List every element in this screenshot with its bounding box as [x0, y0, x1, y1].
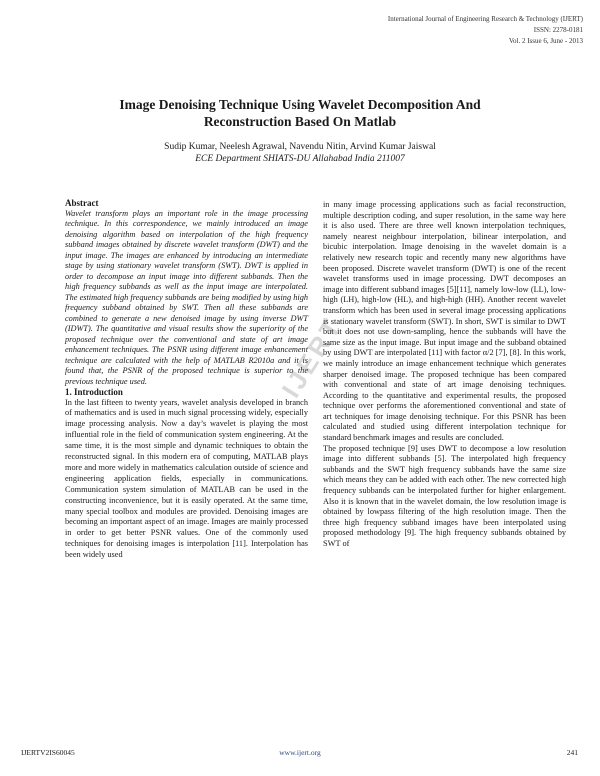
introduction-heading: 1. Introduction [65, 387, 123, 397]
title-line-1: Image Denoising Technique Using Wavelet Decomposition And [119, 97, 481, 112]
abstract-heading: Abstract [65, 198, 99, 208]
paper-title [40, 96, 560, 130]
body-paragraph-1: in many image processing applications such as facial reconstruction, multiple description coding, and super resolution, in the same way here it is also used. There are three well known interpolation techniques, namely nearest neighbour interpolation, bilinear interpolation, and bicubic interpolation. Image denoising in the wavelet domain is a relatively new research topic and recently many new algorithms have been proposed. Discrete wavelet transform (DWT) is one of the recent wavelet transforms used in image processing. DWT decomposes an image into different subband images [5][11], namely low-low (LL), low-high (LH), high-low (HL), and high-high (HH). Another recent wavelet transform which has been used in several image processing applications is stationary wavelet transform (SWT). In short, SWT is similar to DWT but it does not use down-sampling, hence the subbands will have the same size as the input image. But input image and the subband obtained by using DWT are interpolated [11] with factor α/2 [7], [8]. In this work, we mainly introduce an image enhancement technique which generates sharper denoised image. The proposed technique has been compared with conventional and state of art image denoising techniques. According to the quantitative and experimental results, the proposed technique over performs the aforementioned conventional and state of art techniques for image denoising technique. For this PSNR has been calculated and studied using different interpolation technique for standard benchmark images and results are concluded. [323, 200, 566, 443]
left-column [65, 198, 308, 561]
introduction-text: In the last fifteen to twenty years, wavelet analysis developed in branch of mathematics and is used in much signal processing widely, especially image processing analysis. Now a day’s wavelet is playing the most influential role in the field of communication system engineering. At the same time, it is the most simple and dynamic techniques to obtain the reconstructed signal. In this modern era of computing, MATLAB plays more and more widely in mathematics calculation outside of science and engineering application fields, especially in communications. Communication system simulation of MATLAB can be used in the constructing inconvenience, but it is easily operated. At the same time, many special toolbox and modules are provided. Denoising images are becoming an important aspect of an image. Images are mainly processed in order to get better PSNR values. One of the commonly used techniques for denoising images is interpolation [11]. Interpolation has been widely used [65, 397, 308, 560]
author-list: Sudip Kumar, Neelesh Agrawal, Navendu Nitin, Arvind Kumar Jaiswal [164, 142, 436, 152]
journal-header [388, 14, 583, 47]
watermark: IJERT [275, 311, 349, 403]
page-number: 241 [566, 748, 578, 757]
right-column [323, 200, 566, 550]
issn: ISSN: 2278-0181 [533, 26, 583, 34]
body-paragraph-2: The proposed technique [9] uses DWT to decompose a low resolution image into different subbands [5]. The interpolated high frequency subbands and the SWT high frequency subbands have the same size which means they can be added with each other. The new corrected high frequency subbands can be interpolated further for higher enlargement. Also it is known that in the wavelet domain, the low resolution image is obtained by lowpass filtering of the high resolution image. Then the three high frequency subband images have been interpolated using proposed methodology [9]. The high frequency subbands obtained by SWT of [323, 443, 566, 548]
paper-id: IJERTV2IS60045 [21, 748, 75, 757]
abstract-text: Wavelet transform plays an important role in the image processing technique. In this correspondence, we mainly introduced an image denoising algorithm based on interpolation of the high frequency subband images obtained by discrete wavelet transform (DWT) and the input image. The images are enhanced by introducing an intermediate stage by using stationary wavelet transform (SWT). DWT is applied in order to decompose an input image into different subbands. Then the high frequency subbands as well as the input image are interpolated. The estimated high frequency subbands are being modified by using high frequency subband obtained by SWT. Then all these subbands are combined to generate a new denoised image by using inverse DWT (IDWT). The quantitative and visual results show the superiority of the proposed technique over the conventional and state of art image enhancement techniques. The PSNR using different image enhancement technique are calculated with the help of MATLAB R2010a and it is found that, the PSNR of the proposed technique is superior to the previous technique used. [65, 208, 308, 386]
journal-name: International Journal of Engineering Research & Technology (IJERT) [387, 15, 583, 23]
title-line-2: Reconstruction Based On Matlab [203, 114, 397, 129]
affiliation: ECE Department SHIATS-DU Allahabad India 211007 [195, 154, 405, 164]
journal-website-link[interactable]: www.ijert.org [279, 748, 321, 757]
volume-issue: Vol. 2 Issue 6, June - 2013 [508, 37, 583, 45]
